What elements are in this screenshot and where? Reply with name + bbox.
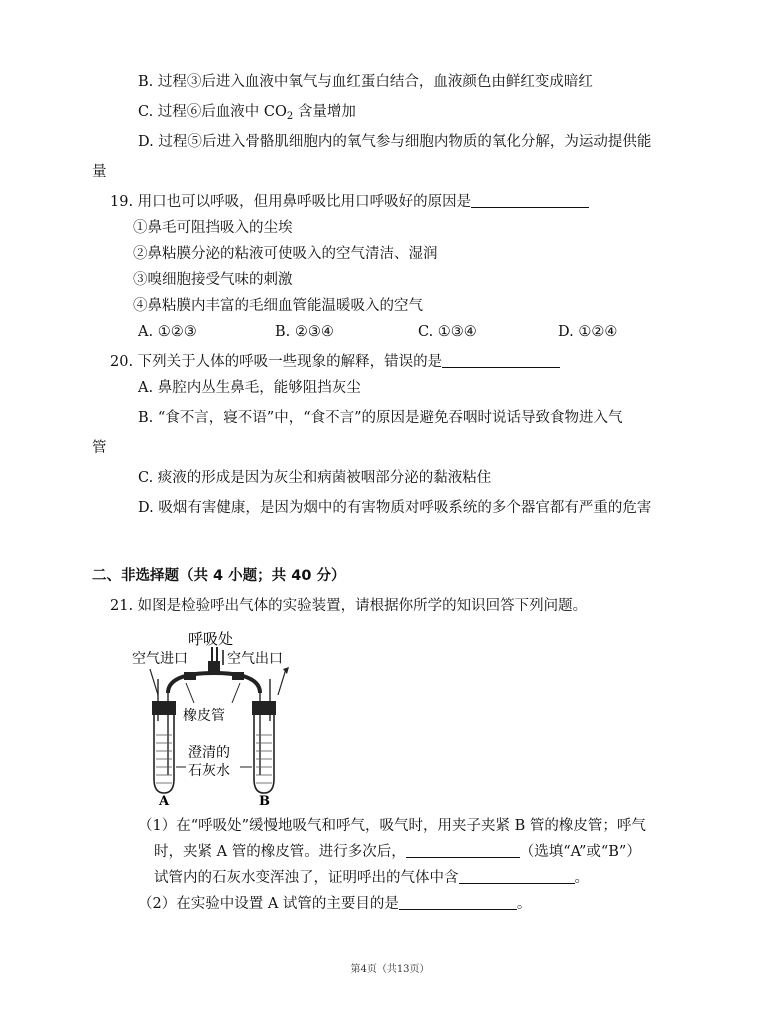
q20-stem-text: 20. 下列关于人体的呼吸一些现象的解释，错误的是: [110, 354, 443, 370]
q20-option-b-line2: 管: [92, 440, 107, 456]
q20-option-d[interactable]: D. 吸烟有害健康，是因为烟中的有害物质对呼吸系统的多个器官都有严重的危害: [138, 500, 652, 516]
q21-part1-line3-end: 。: [574, 870, 589, 886]
q19-option-a[interactable]: A. ①②③: [138, 324, 197, 340]
figure-label-rubber-tube: 橡皮管: [183, 708, 225, 724]
section-heading: 二、非选择题（共 4 小题；共 40 分）: [92, 568, 346, 584]
q19-stem: [110, 192, 589, 212]
q18-option-d-line1: D. 过程⑤后进入骨骼肌细胞内的氧气参与细胞内物质的氧化分解，为运动提供能: [138, 134, 652, 150]
q21-answer-blank-3[interactable]: [399, 895, 517, 910]
q19-statement-2: ②鼻粘膜分泌的粘液可使吸入的空气清洁、湿润: [133, 246, 438, 262]
page-footer: 第4页（共13页）: [350, 964, 430, 975]
q21-stem: 21. 如图是检验呼出气体的实验装置，请根据你所学的知识回答下列问题。: [110, 598, 588, 614]
q21-answer-blank-1[interactable]: [406, 843, 520, 858]
figure-label-b: B: [259, 794, 270, 805]
figure-limewater-a: [156, 735, 172, 783]
q20-stem: [110, 352, 560, 372]
q20-option-c[interactable]: C. 痰液的形成是因为灰尘和病菌被咽部分泌的黏液粘住: [138, 470, 492, 486]
figure-clip-a: [184, 672, 196, 680]
q18-option-c-pre: C. 过程⑥后血液中 CO: [138, 104, 287, 120]
q18-option-c: [138, 102, 356, 127]
q19-option-c[interactable]: C. ①③④: [418, 324, 477, 340]
figure-outlet-arrow: [278, 669, 286, 695]
q21-part1-line3: [154, 868, 589, 888]
q21-part2-end: 。: [516, 896, 532, 912]
figure-rubber-tube: [168, 673, 260, 693]
figure-stopper-a: [152, 701, 176, 715]
figure-clip-b: [232, 672, 244, 680]
figure-stopper-b: [252, 701, 276, 715]
q21-part1-line2: [154, 842, 641, 862]
figure-label-air-inlet: 空气进口: [132, 651, 188, 667]
q20-answer-blank[interactable]: [442, 353, 560, 368]
q18-option-b: B. 过程③后进入血液中氧气与血红蛋白结合，血液颜色由鲜红变成暗红: [138, 74, 593, 90]
figure-outlet-arrowhead: [283, 667, 289, 674]
figure-label-air-outlet: 空气出口: [227, 651, 283, 667]
q18-option-c-subscript: 2: [286, 111, 294, 122]
q20-option-b-line1[interactable]: B. “食不言，寝不语”中，“食不言”的原因是避免吞咽时说话导致食物进入气: [138, 410, 623, 426]
figure-label-breathing-point: 呼吸处: [188, 630, 234, 648]
q21-part1-line3-text: 试管内的石灰水变浑浊了，证明呼出的气体中含: [154, 870, 459, 886]
q21-part1-line1: （1）在“呼吸处”缓慢地吸气和呼气，吸气时，用夹子夹紧 B 管的橡皮管；呼气: [138, 818, 646, 834]
figure-leader-tube-right: [232, 683, 240, 703]
figure-inlet-arrow: [150, 669, 158, 695]
q19-statement-3: ③嗅细胞接受气味的刺激: [133, 272, 293, 288]
q19-option-b[interactable]: B. ②③④: [275, 324, 334, 340]
q19-option-d[interactable]: D. ①②④: [558, 324, 618, 340]
q18-option-c-post: 含量增加: [293, 104, 356, 120]
figure-label-limewater-2: 石灰水: [188, 763, 230, 779]
q21-part1-line2-text: 时，夹紧 A 管的橡皮管。进行多次后，: [154, 844, 406, 860]
q19-answer-blank[interactable]: [471, 193, 589, 208]
q21-answer-blank-2[interactable]: [459, 869, 575, 884]
figure-test-tube-b: [254, 715, 274, 793]
q21-part2-text: （2）在实验中设置 A 试管的主要目的是: [138, 896, 399, 912]
figure-leader-tube-left: [186, 683, 194, 703]
q19-stem-text: 19. 用口也可以呼吸，但用鼻呼吸比用口呼吸好的原因是: [110, 194, 472, 210]
q18-option-d-line2: 量: [92, 164, 107, 180]
figure-limewater-b: [256, 735, 272, 783]
q19-statement-4: ④鼻粘膜内丰富的毛细血管能温暖吸入的空气: [133, 298, 423, 314]
exhaled-gas-apparatus-figure: [128, 617, 308, 805]
figure-label-a: A: [159, 794, 170, 805]
q19-statement-1: ①鼻毛可阻挡吸入的尘埃: [133, 220, 293, 236]
figure-test-tube-a: [154, 715, 174, 793]
q20-option-a[interactable]: A. 鼻腔内丛生鼻毛，能够阻挡灰尘: [138, 380, 361, 396]
q21-part1-line2-note: （选填“A”或“B”）: [519, 844, 641, 860]
figure-label-limewater-1: 澄清的: [188, 745, 230, 761]
q21-part2: [138, 894, 531, 914]
